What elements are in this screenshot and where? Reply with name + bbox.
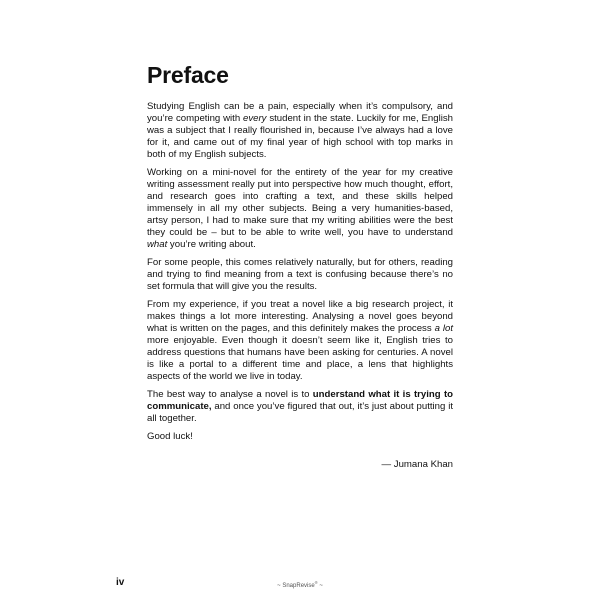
text-segment: and once you’ve figured that out, it’s just about putting it all together.: [147, 401, 453, 424]
paragraph: [147, 431, 453, 443]
page-number: iv: [116, 577, 125, 588]
footer: [0, 580, 600, 589]
paragraph: [147, 257, 453, 293]
text-segment: From my experience, if you treat a novel like a big research project, it makes things a lot more interesting. Analysing a novel goes beyond what is written on the pages, and this definitely makes the process: [147, 299, 453, 334]
signature: — Jumana Khan: [381, 459, 453, 470]
paragraph: [147, 389, 453, 425]
registered-mark: ®: [314, 580, 318, 585]
footer-brand: SnapRevise: [282, 583, 315, 589]
text-segment: For some people, this comes relatively naturally, but for others, reading and trying to find meaning from a text is confusing because there’s no set formula that will give you the results.: [147, 257, 453, 292]
text-segment: The best way to analyse a novel is to: [147, 389, 313, 400]
text-segment: Studying English can be a pain, especially when it’s compulsory, and you’re competing with: [147, 101, 453, 124]
text-segment: Working on a mini-novel for the entirety of the year for my creative writing assessment really put into perspective how much thought, effort, and research goes into crafting a text, and these skills helped immensely in all my other subjects. Being a very humanities-based, artsy person, I had to make sure that my writing abilities were the best they could be – but to be able to write well, you have to understand: [147, 167, 453, 238]
text-segment: what: [147, 239, 168, 250]
text-segment: you’re writing about.: [167, 239, 256, 250]
paragraph: [147, 167, 453, 251]
footer-prefix: ~: [277, 583, 283, 589]
text-segment: student in the state. Luckily for me, English was a subject that I really flourished in, because I’ve always had a love for it, and came out of my final year of high school with top marks in both of my English subjects.: [147, 113, 454, 160]
paragraph: [147, 299, 453, 383]
text-segment: a lot: [434, 323, 454, 334]
text-segment: understand what it is trying to communicate,: [147, 389, 454, 412]
text-segment: Good luck!: [147, 431, 193, 442]
footer-suffix: ~: [317, 583, 323, 589]
preface-body: [147, 101, 453, 477]
page-title: Preface: [147, 62, 229, 88]
text-segment: more enjoyable. Even though it doesn’t seem like it, English tries to address questions that humans have been asking for centuries. A novel is like a portal to a different time and place, a lens that highlights aspects of the world we live in today.: [147, 335, 453, 382]
text-segment: every: [243, 113, 267, 124]
paragraph: [147, 101, 453, 161]
